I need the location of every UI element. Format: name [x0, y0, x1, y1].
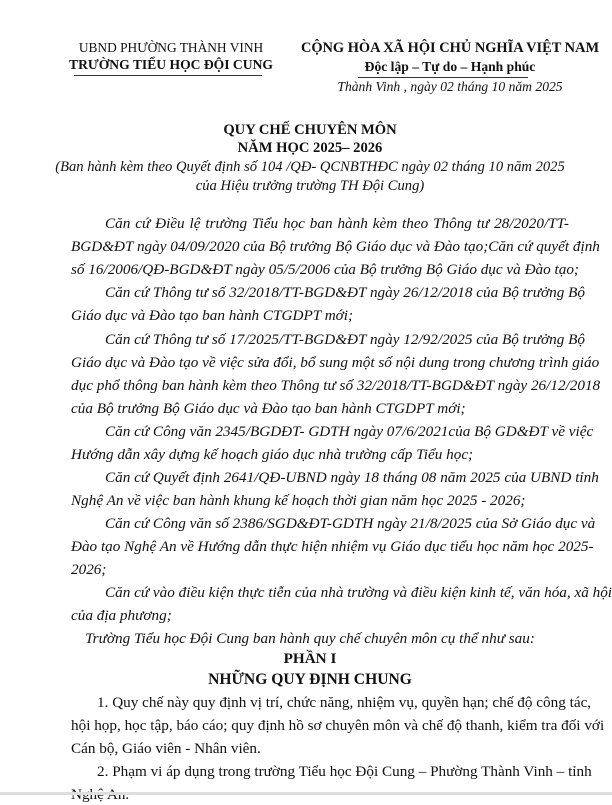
preamble-line: Căn cứ Quyết định 2641/QĐ-UBND ngày 18 tháng 08 năm 2025 của UBND tỉnh [105, 469, 599, 486]
preamble-line: 2026; [71, 561, 107, 578]
national-motto: Độc lập – Tự do – Hạnh phúc [364, 59, 536, 74]
clause-line: hội họp, học tập, báo cáo; quy định hồ sơ chuyên môn và chế độ thanh, kiểm tra đối với [71, 717, 605, 734]
preamble-line: Nghệ An về việc ban hành khung kế hoạch thời gian năm học 2025 - 2026; [71, 492, 526, 509]
clause-line: 1. Quy chế này quy định vị trí, chức năng, nhiệm vụ, quyền hạn; chế độ công tác, [97, 694, 592, 711]
clause-line: Cán bộ, Giáo viên - Nhân viên. [71, 740, 261, 757]
clause-line [71, 785, 569, 805]
place-and-date: Thành Vinh , ngày 02 tháng 10 năm 2025 [337, 79, 563, 94]
issuance-note-line-1: (Ban hành kèm theo Quyết định số 104 /QĐ- QCNBTHĐC ngày 02 tháng 10 năm 2025 [55, 159, 565, 175]
preamble-line: Căn cứ Công văn 2345/BGDĐT- GDTH ngày 07/6/2021của Bộ GD&ĐT về việc [105, 423, 594, 440]
preamble-line: Căn cứ vào điều kiện thực tiễn của nhà trường và điều kiện kinh tế, văn hóa, xã hội [105, 584, 612, 601]
preamble-conclusion: Trường Tiểu học Đội Cung ban hành quy chế chuyên môn cụ thể như sau: [85, 630, 535, 647]
school-name: TRƯỜNG TIỂU HỌC ĐỘI CUNG [69, 57, 273, 72]
part-number: PHẦN I [283, 650, 337, 667]
clause-line: 2. Phạm vi áp dụng trong trường Tiểu học Đội Cung – Phường Thành Vinh – tỉnh [97, 763, 592, 780]
preamble-line: Giáo dục và Đào tạo về việc sửa đổi, bổ sung một số nội dung trong chương trình giáo [71, 354, 600, 371]
preamble-line: Căn cứ Thông tư số 32/2018/TT-BGD&ĐT ngày 26/12/2018 của Bộ trưởng Bộ [105, 284, 586, 301]
preamble-line: Giáo dục và Đào tạo ban hành CTGDPT mới; [71, 307, 354, 324]
issuance-note-line-2: của Hiệu trưởng trường TH Đội Cung) [195, 178, 425, 194]
preamble-line: BGD&ĐT ngày 04/09/2020 của Bộ trưởng Bộ Giáo dục và Đào tạo;Căn cứ quyết định [71, 238, 600, 255]
preamble-line: Căn cứ Công văn số 2386/SGD&ĐT-GDTH ngày 21/8/2025 của Sở Giáo dục và [105, 515, 596, 532]
issuing-authority: UBND PHƯỜNG THÀNH VINH [78, 40, 264, 55]
preamble-line: của địa phương; [71, 607, 172, 624]
preamble-line: Căn cứ Thông tư số 17/2025/TT-BGD&ĐT ngày 12/92/2025 của Bộ trưởng Bộ [105, 331, 586, 348]
preamble-line: của Bộ trưởng Bộ Giáo dục và Đào tạo ban hành CTGDPT mới; [71, 400, 466, 417]
school-name-underline [74, 75, 262, 76]
preamble-line: số 16/2006/QĐ-BGD&ĐT ngày 05/5/2006 của Bộ trưởng Bộ Giáo dục và Đào tạo; [71, 261, 579, 278]
part-heading: NHỮNG QUY ĐỊNH CHUNG [208, 671, 412, 688]
preamble-line: Đào tạo Nghệ An về Hướng dẫn thực hiện nhiệm vụ Giáo dục tiểu học năm học 2025- [71, 538, 594, 555]
document-title: QUY CHẾ CHUYÊN MÔN [223, 122, 397, 138]
national-title: CỘNG HÒA XÃ HỘI CHỦ NGHĨA VIỆT NAM [300, 40, 600, 56]
preamble-line: Căn cứ Điều lệ trường Tiểu học ban hành kèm theo Thông tư 28/2020/TT- [105, 215, 569, 232]
school-year: NĂM HỌC 2025– 2026 [237, 140, 383, 156]
preamble-line: Hướng dẫn xây dựng kế hoạch giáo dục nhà trường cấp Tiểu học; [71, 446, 474, 463]
preamble-line: dục phổ thông ban hành kèm theo Thông tư số 32/2018/TT-BGD&ĐT ngày 26/12/2018 [71, 377, 601, 394]
